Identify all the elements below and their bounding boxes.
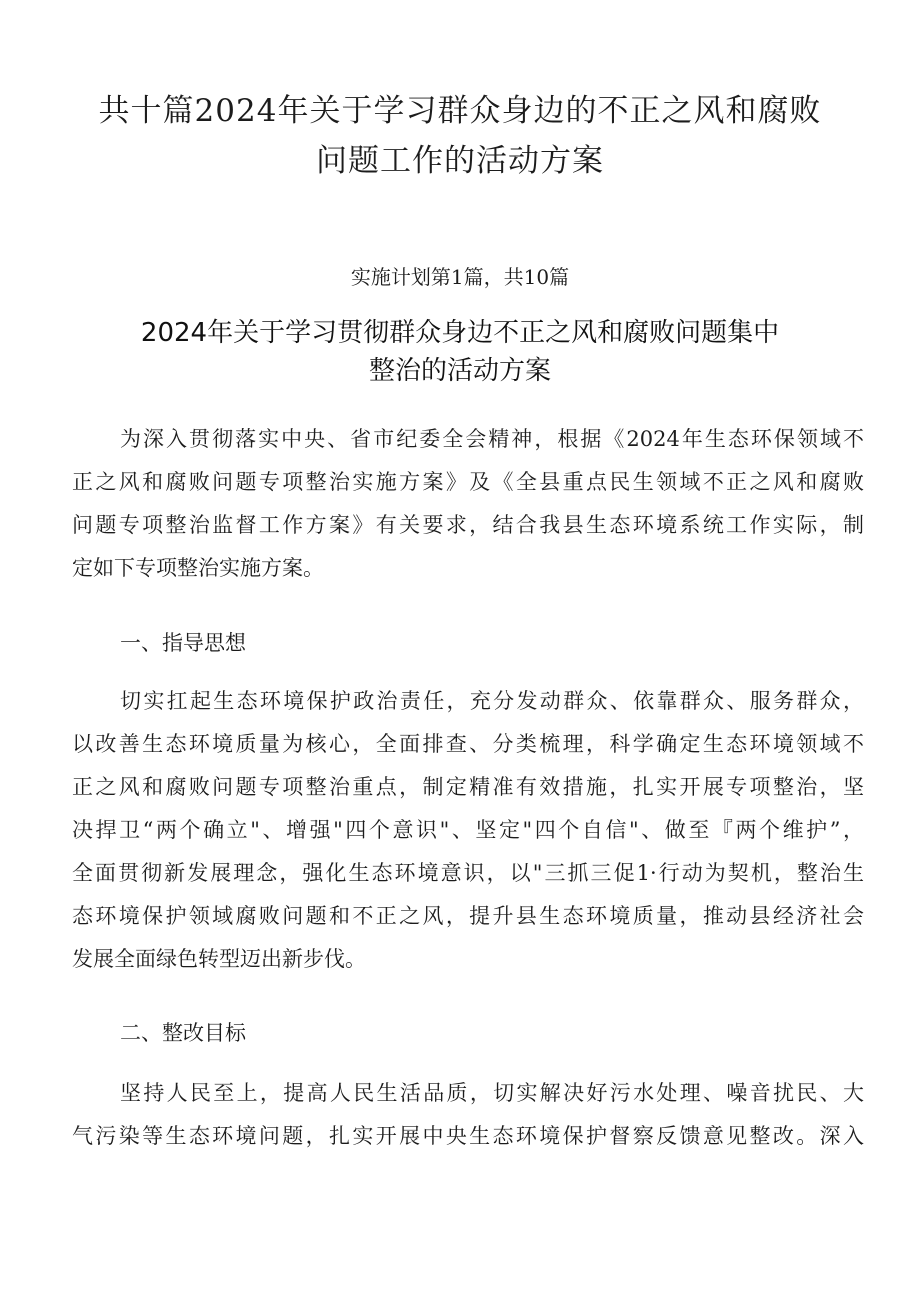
- paragraph-line: 为深入贯彻落实中央、省市纪委全会精神，根据《2024年生态环保领域不: [120, 427, 864, 451]
- intro-paragraph: [72, 418, 864, 590]
- paragraph-line: 正之风和腐败问题专项整治重点，制定精准有效措施，扎实开展专项整治，坚: [72, 775, 864, 799]
- section-heading: 一、指导思想: [120, 631, 246, 655]
- paragraph-line: 正之风和腐败问题专项整治实施方案》及《全县重点民生领域不正之风和腐败: [72, 470, 864, 494]
- main-title-line: 问题工作的活动方案: [316, 143, 604, 179]
- main-title-line: 共十篇2024年关于学习群众身边的不正之风和腐败: [98, 93, 822, 129]
- paragraph-line: 定如下专项整治实施方案。: [72, 556, 324, 580]
- paragraph-line: 以改善生态环境质量为核心，全面排查、分类梳理，科学确定生态环境领域不: [72, 732, 864, 756]
- paragraph-line: 问题专项整治监督工作方案》有关要求，结合我县生态环境系统工作实际，制: [72, 513, 864, 537]
- subtitle: 实施计划第1篇，共10篇: [350, 265, 570, 289]
- paragraph-line: 发展全面绿色转型迈出新步伐。: [72, 947, 366, 971]
- section2-paragraph: [72, 1072, 864, 1158]
- paragraph-line: 决捍卫“两个确立"、增强"四个意识"、坚定"四个自信"、做至『两个维护”，: [72, 818, 864, 842]
- paragraph-line: 坚持人民至上，提高人民生活品质，切实解决好污水处理、噪音扰民、大: [120, 1081, 864, 1105]
- main-title: [60, 86, 860, 186]
- paragraph-line: 切实扛起生态环境保护政治责任，充分发动群众、依靠群众、服务群众，: [120, 689, 864, 713]
- section-heading: 二、整改目标: [120, 1021, 246, 1045]
- paragraph-line: 气污染等生态环境问题，扎实开展中央生态环境保护督察反馈意见整改。深入: [72, 1124, 864, 1148]
- section1-paragraph: [72, 680, 864, 981]
- document-title-line: 2024年关于学习贯彻群众身边不正之风和腐败问题集中: [140, 318, 780, 348]
- document-title: [60, 314, 860, 390]
- paragraph-line: 全面贯彻新发展理念，强化生态环境意识，以"三抓三促1·行动为契机，整治生: [72, 861, 864, 885]
- document-title-line: 整治的活动方案: [368, 356, 551, 386]
- paragraph-line: 态环境保护领域腐败问题和不正之风，提升县生态环境质量，推动县经济社会: [72, 904, 864, 928]
